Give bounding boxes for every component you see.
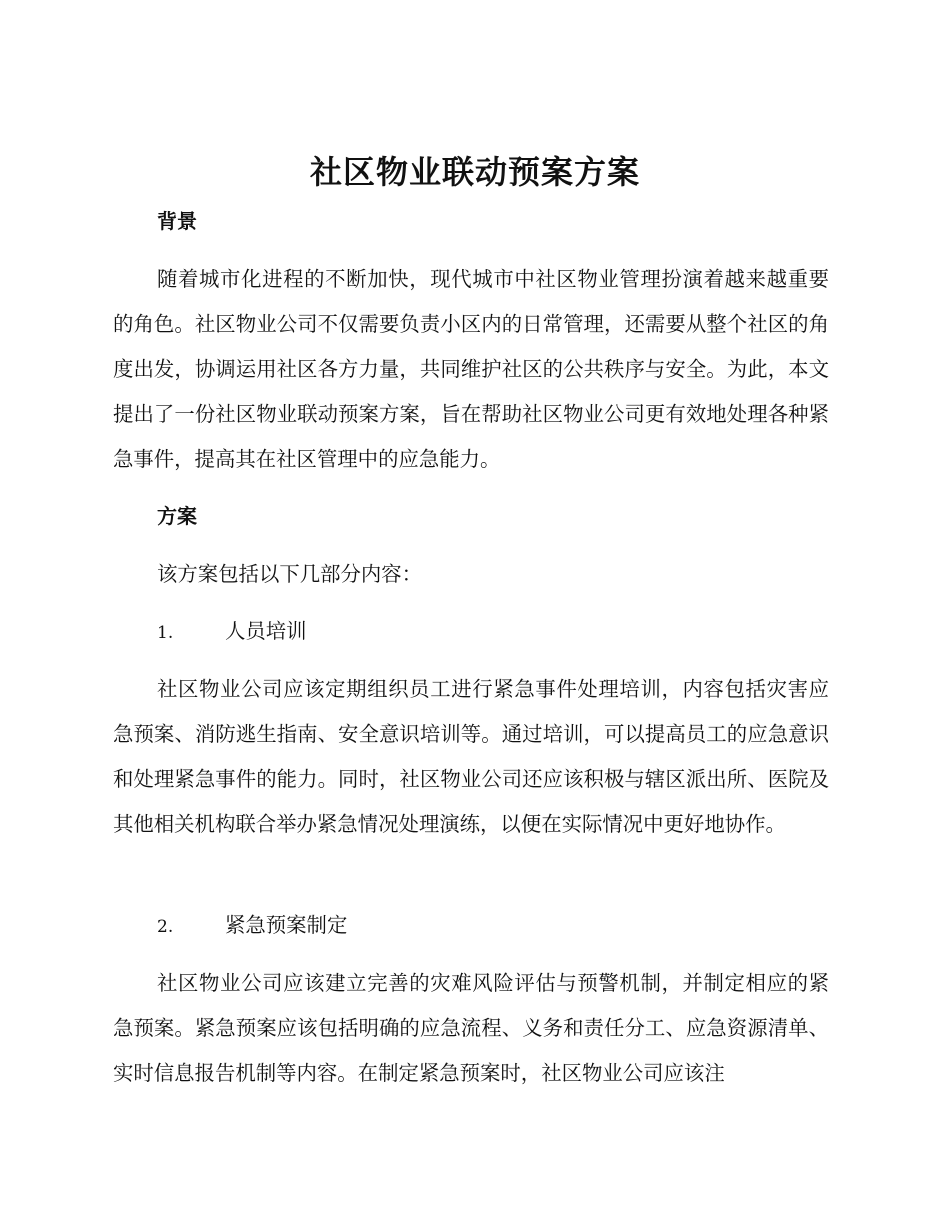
section-heading-background: 背景 [157,209,197,233]
background-paragraph: 随着城市化进程的不断加快，现代城市中社区物业管理扮演着越来越重要的角色。社区物业公司不仅需要负责小区内的日常管理，还需要从整个社区的角度出发，协调运用社区各方力量，共同维护社区的公共秩序与安全。为此，本文提出了一份社区物业联动预案方案，旨在帮助社区物业公司更有效地处理各种紧急事件，提高其在社区管理中的应急能力。 [113,267,829,471]
plan-intro: 该方案包括以下几部分内容： [157,562,423,586]
list-item-2 [157,911,347,941]
list-item-1 [157,617,307,647]
training-paragraph: 社区物业公司应该定期组织员工进行紧急事件处理培训，内容包括灾害应急预案、消防逃生指南、安全意识培训等。通过培训，可以提高员工的应急意识和处理紧急事件的能力。同时，社区物业公司还应该积极与辖区派出所、医院及其他相关机构联合举办紧急情况处理演练，以便在实际情况中更好地协作。 [113,677,829,836]
list-item-title: 人员培训 [225,619,307,643]
document-title: 社区物业联动预案方案 [309,153,640,191]
emergency-plan-paragraph: 社区物业公司应该建立完善的灾难风险评估与预警机制，并制定相应的紧急预案。紧急预案应该包括明确的应急流程、义务和责任分工、应急资源清单、实时信息报告机制等内容。在制定紧急预案时，社区物业公司应该注 [113,971,829,1085]
section-heading-plan: 方案 [157,504,197,528]
list-item-title: 紧急预案制定 [225,913,348,937]
list-item-number: 2. [157,917,174,937]
list-item-number: 1. [157,623,174,643]
